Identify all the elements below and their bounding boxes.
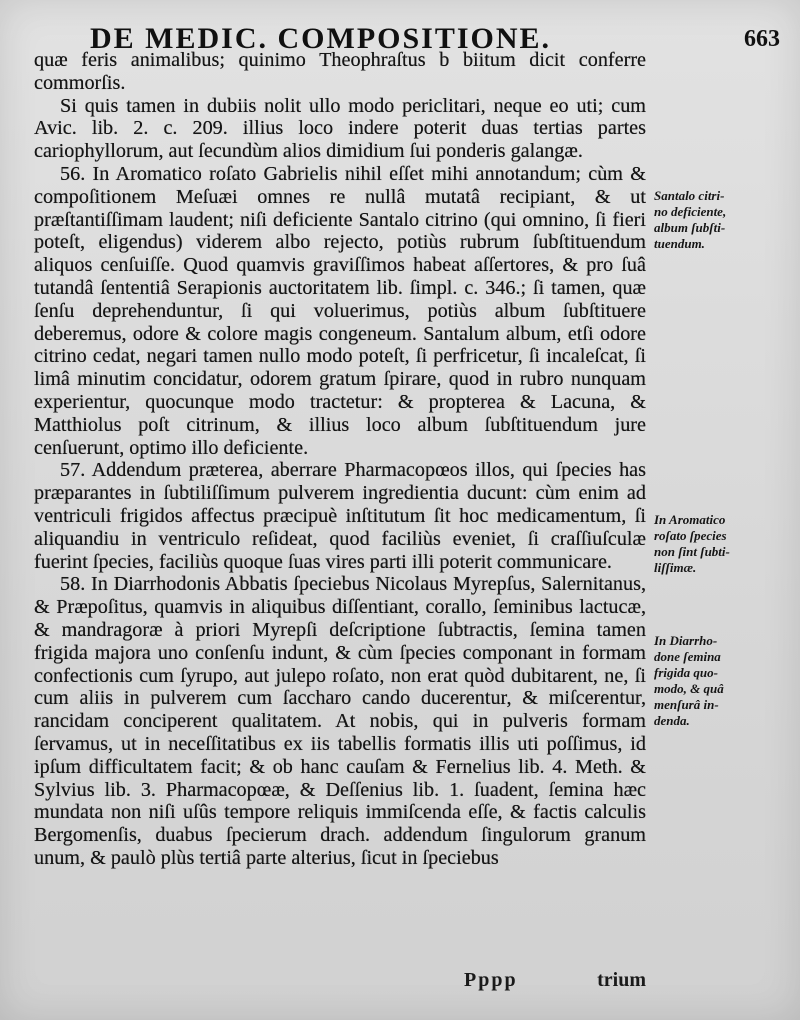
paragraph-si-quis: Si quis tamen in dubiis nolit ullo modo periclitari, neque eo uti; cum Avic. lib. 2. c. 209. illius loco indere poterit duas tertias partes cariophyllorum, aut ſecundùm alios dimidium ſui ponderis galangæ. <box>34 94 646 163</box>
paragraph-57: 57. Addendum præterea, aberrare Pharmacopœos illos, qui ſpecies has præparantes in ſubtiliſſimum pulverem ingredientia ducunt: cùm enim ad ventriculi frigidos affectus præcipuè inſtitutum ſit hoc medicamentum, ſi aliquandiu in ventriculo reſideat, quod faciliùs eveniet, ſi craſſiuſculæ fuerint ſpecies, faciliùs quoque ſuas vires parti illi poterit communicare. <box>34 459 646 573</box>
marginal-note-santalo: Santalo citri- no deficiente, album ſubſti- tuendum. <box>654 188 727 251</box>
paragraph-continuation: quæ feris animalibus; quinimo Theophraſtus b biitum dicit conferre commorſis. <box>34 49 646 94</box>
marginal-note-aromatico: In Aromatico roſato ſpecies non ſint ſubti- liſſimæ. <box>654 512 730 575</box>
paragraph-58: 58. In Diarrhodonis Abbatis ſpeciebus Nicolaus Myrepſus, Salernitanus, & Præpoſitus, quamvis in aliquibus diſſentiant, corallo, ſeminibus lactucæ, & mandragoræ à priori Myrepſi deſcriptione ſubtractis, ſemina tamen frigida majora uno conſenſu indunt, & cùm ſpecies componant in formam confectionis cum ſyrupo, aut julepo roſato, non erat quòd dubitarent, ne, ſi cum aliis in pulverem cum ſaccharo cando ducerentur, & miſcerentur, rancidam conciperent qualitatem. At nobis, qui in pulveris formam ſervamus, ut in neceſſitatibus ex iis tabellis formatis illis uti poſſimus, id ipſum difficultatem facit; & ob hanc cauſam & Fernelius lib. 4. Meth. & Sylvius lib. 3. Pharmacopœæ, & Deſſenius lib. 1. ſuadent, ſemina hæc mundata non niſi uſûs tempore reliquis immiſcenda eſſe, & factis calculis Bergomenſis, duabus ſpecierum drach. addendum ſingulorum granum unum, & paulò plùs tertiâ parte alterius, ſicut in ſpeciebus <box>34 573 646 869</box>
signature-mark: Pppp <box>464 969 518 991</box>
running-title: DE MEDIC. COMPOSITIONE. <box>90 22 552 55</box>
page-number: 663 <box>744 26 780 52</box>
page-footer <box>34 969 646 995</box>
main-text <box>34 49 646 989</box>
paragraph-56: 56. In Aromatico roſato Gabrielis nihil eſſet mihi annotandum; cùm & compoſitionem Meſuæi omnes re nullâ mutatâ recipiant, & ut præſtantiſſimam laudent; niſi deficiente Santalo citrino (qui omnino, ſi fieri poteſt, eligendus) viderem albo rejecto, potiùs rubrum ſubſtituendum aliquos cenſuiſſe. Quod quamvis graviſſimos habeat aſſertores, & pro ſuâ tutandâ ſententiâ Serapionis auctoritatem lib. ſimpl. c. 346.; ſi tamen, quæ ſenſu deprehenduntur, ſi qui voluerimus, potiùs album ſubſtituere deberemus, odore & colore magis congeneum. Santalum album, etſi odore citrino cedat, negari tamen nullo modo poteſt, ſi perfricetur, ſi incaleſcat, ſi limâ minutim concidatur, odorem gratum ſpirare, quod in rubro nunquam experientur, quocunque modo tractetur: & propterea & Lacuna, & Matthiolus poſt citrinum, & illius loco album ſubſtituendum jure cenſuerunt, optimo illo deficiente. <box>34 162 646 459</box>
marginal-note-diarrhodone: In Diarrho- done ſemina frigida quo- modo, & quâ menſurâ in- denda. <box>654 633 724 728</box>
catchword: trium <box>597 969 646 991</box>
